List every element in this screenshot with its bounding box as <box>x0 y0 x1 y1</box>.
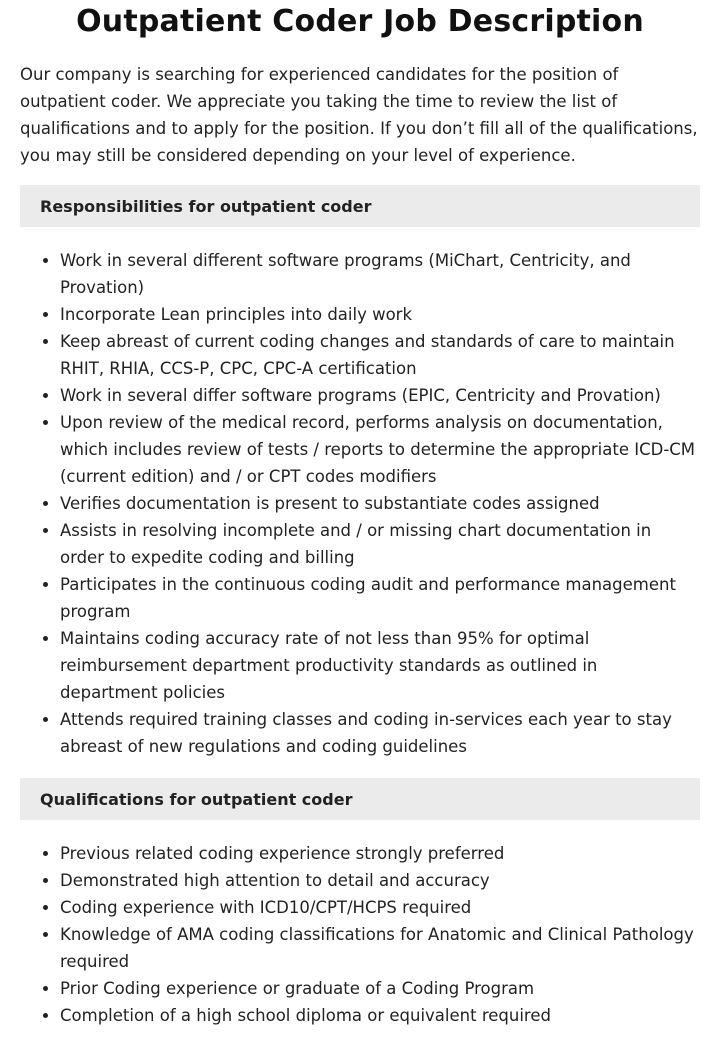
list-item: Incorporate Lean principles into daily work <box>60 301 700 328</box>
list-item: Maintains coding accuracy rate of not less than 95% for optimal reimbursement department productivity standards as outlined in department policies <box>60 625 700 706</box>
responsibilities-list <box>20 247 700 760</box>
page-title: Outpatient Coder Job Description <box>76 4 644 39</box>
list-item: Participates in the continuous coding audit and performance management program <box>60 571 700 625</box>
list-item: Attends required training classes and coding in-services each year to stay abreast of new regulations and coding guidelines <box>60 706 700 760</box>
list-item: Upon review of the medical record, performs analysis on documentation, which includes review of tests / reports to determine the appropriate ICD-CM (current edition) and / or CPT codes modifiers <box>60 409 700 490</box>
list-item: Knowledge of AMA coding classifications for Anatomic and Clinical Pathology required <box>60 921 700 975</box>
responsibilities-heading: Responsibilities for outpatient coder <box>20 185 700 227</box>
list-item: Keep abreast of current coding changes and standards of care to maintain RHIT, RHIA, CCS-P, CPC, CPC-A certification <box>60 328 700 382</box>
list-item: Coding experience with ICD10/CPT/HCPS required <box>60 894 700 921</box>
list-item: Prior Coding experience or graduate of a Coding Program <box>60 975 700 1002</box>
intro-paragraph: Our company is searching for experienced candidates for the position of outpatient coder. We appreciate you taking the time to review the list of qualifications and to apply for the position. If you don’t fill all of the qualifications, you may still be considered depending on your level of experience. <box>20 65 698 165</box>
list-item: Verifies documentation is present to substantiate codes assigned <box>60 490 700 517</box>
list-item: Work in several different software programs (MiChart, Centricity, and Provation) <box>60 247 700 301</box>
list-item: Previous related coding experience strongly preferred <box>60 840 700 867</box>
list-item: Demonstrated high attention to detail and accuracy <box>60 867 700 894</box>
list-item: Work in several differ software programs (EPIC, Centricity and Provation) <box>60 382 700 409</box>
list-item: Assists in resolving incomplete and / or missing chart documentation in order to expedite coding and billing <box>60 517 700 571</box>
list-item: Completion of a high school diploma or equivalent required <box>60 1002 700 1029</box>
qualifications-heading: Qualifications for outpatient coder <box>20 778 700 820</box>
qualifications-list <box>20 840 700 1029</box>
